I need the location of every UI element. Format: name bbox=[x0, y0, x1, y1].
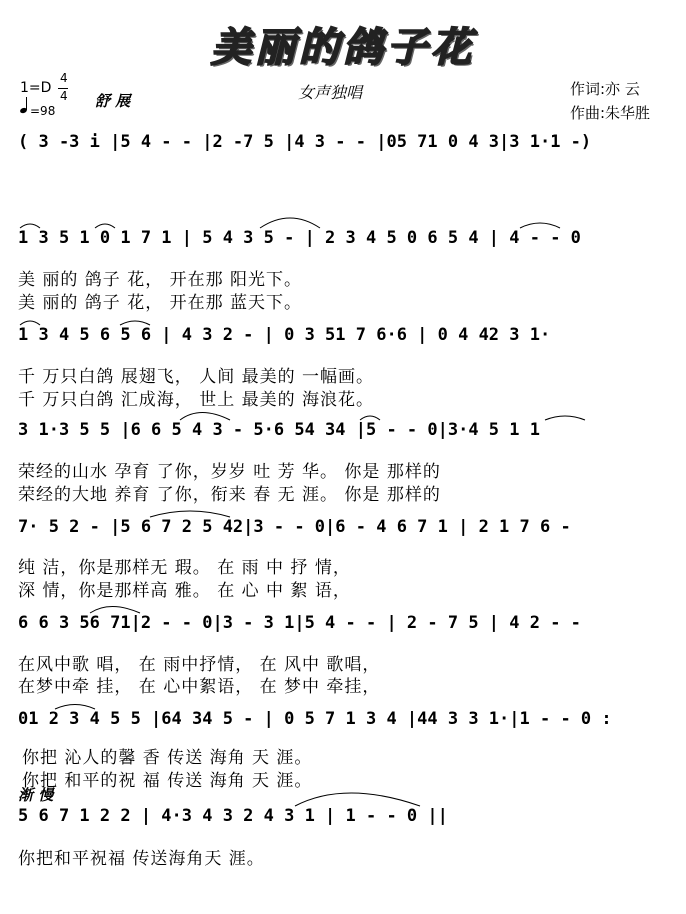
slur-mark bbox=[260, 218, 320, 228]
slur-mark bbox=[180, 413, 230, 421]
score-row-5: 6 6 3 56 71|2 - - 0|3 - 3 1|5 4 - - | 2 - 7 5 | 4 2 - - bbox=[18, 613, 581, 633]
composer-credit: 作曲:朱华胜 bbox=[570, 104, 651, 122]
slur-mark bbox=[20, 321, 40, 325]
score-row-1: 1 3 5 1 0 1 7 1 | 5 4 3 5 - | 2 3 4 5 0 6 5 4 | 4 - - 0 bbox=[18, 228, 581, 248]
lyric-row-4-verse-1: 纯 洁，你是那样无 瑕。 在 雨 中 抒 情， bbox=[18, 558, 351, 578]
score-row-intro: ( 3 -3 i |5 4 - - |2 -7 5 |4 3 - - |05 71 0 4 3|3 1·1 -) bbox=[18, 132, 592, 152]
slur-mark bbox=[90, 607, 140, 614]
score-row-4: 7· 5 2 - |5 6 7 2 5 42|3 - - 0|6 - 4 6 7 1 | 2 1 7 6 - bbox=[18, 517, 571, 537]
lyric-row-7: 你把和平祝福 传送海角天 涯。 bbox=[18, 849, 265, 869]
lyric-row-4-verse-2: 深 情，你是那样高 雅。 在 心 中 絮 语， bbox=[18, 581, 351, 601]
lyric-row-5-verse-2: 在梦中牵 挂， 在 心中絮语， 在 梦中 牵挂， bbox=[18, 677, 381, 697]
slur-mark bbox=[55, 705, 95, 710]
slur-mark bbox=[150, 511, 230, 517]
slur-mark bbox=[95, 224, 115, 228]
score-row-7: 5 6 7 1 2 2 | 4·3 4 3 2 4 3 1 | 1 - - 0 || bbox=[18, 806, 448, 826]
score-row-6: 01 2 3 4 5 5 |64 34 5 - | 0 5 7 1 3 4 |44 3 3 1·|1 - - 0 : bbox=[18, 709, 612, 729]
lyric-row-2-verse-2: 千 万只白鸽 汇成海， 世上 最美的 海浪花。 bbox=[18, 390, 375, 410]
ritardando-mark: 渐 慢 bbox=[18, 786, 54, 804]
slur-mark bbox=[545, 416, 585, 420]
lyric-row-1-verse-2: 美 丽的 鸽子 花， 开在那 蓝天下。 bbox=[18, 293, 303, 313]
lyric-row-6-verse-1: 你把 沁人的馨 香 传送 海角 天 涯。 bbox=[22, 748, 313, 768]
slur-mark bbox=[295, 793, 420, 806]
lyricist-credit: 作词:亦 云 bbox=[570, 80, 640, 98]
key-signature: 1=D bbox=[20, 80, 52, 96]
lyric-row-2-verse-1: 千 万只白鸽 展翅飞， 人间 最美的 一幅画。 bbox=[18, 367, 375, 387]
slur-mark bbox=[360, 416, 380, 420]
lyric-row-1-verse-1: 美 丽的 鸽子 花， 开在那 阳光下。 bbox=[18, 270, 303, 290]
slur-mark bbox=[520, 223, 560, 228]
lyric-row-3-verse-1: 荣经的山水 孕育 了你，岁岁 吐 芳 华。 你是 那样的 bbox=[18, 462, 441, 482]
performance-note: 女声独唱 bbox=[298, 83, 363, 102]
song-title: 美丽的鸽子花 bbox=[211, 24, 475, 71]
expression-mark: 舒 展 bbox=[95, 92, 131, 110]
score-row-3: 3 1·3 5 5 |6 6 5 4 3 - 5·6 54 34 |5 - - 0|3·4 5 1 1 bbox=[18, 420, 540, 440]
tempo-mark: =98 bbox=[30, 104, 56, 118]
slur-mark bbox=[120, 321, 150, 325]
slur-mark bbox=[20, 224, 40, 228]
lyric-row-3-verse-2: 荣经的大地 养育 了你，衔来 春 无 涯。 你是 那样的 bbox=[18, 485, 441, 505]
lyric-row-5-verse-1: 在风中歌 唱， 在 雨中抒情， 在 风中 歌唱， bbox=[18, 655, 381, 675]
lyric-row-6-verse-2: 你把 和平的祝 福 传送 海角 天 涯。 bbox=[22, 771, 313, 791]
time-signature-top: 4 bbox=[60, 71, 68, 85]
score-row-2: 1 3 4 5 6 5 6 | 4 3 2 - | 0 3 51 7 6·6 | 0 4 42 3 1· bbox=[18, 325, 551, 345]
time-signature-bottom: 4 bbox=[60, 89, 68, 103]
